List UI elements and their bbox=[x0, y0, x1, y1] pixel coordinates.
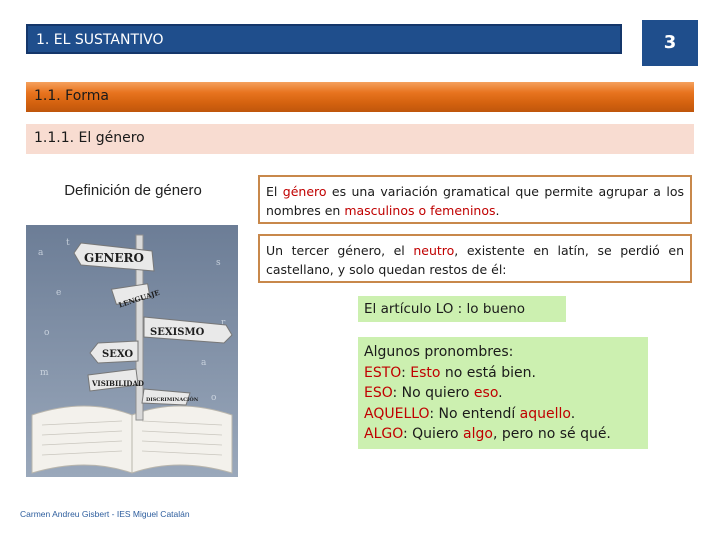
sign-genero: GENERO bbox=[84, 251, 144, 265]
svg-text:a: a bbox=[38, 248, 44, 258]
pronouns-box bbox=[358, 337, 648, 449]
pronoun-text: no está bien. bbox=[440, 364, 536, 381]
def-text-3: . bbox=[495, 203, 500, 218]
svg-text:a: a bbox=[201, 358, 207, 368]
pronoun-text: . bbox=[570, 405, 576, 422]
pronoun-text: . bbox=[498, 385, 503, 401]
pronoun-example: Esto bbox=[410, 364, 441, 381]
svg-text:e: e bbox=[56, 288, 62, 298]
svg-text:o: o bbox=[211, 393, 217, 403]
sign-discriminacion: DISCRIMINACIÓN bbox=[146, 397, 199, 403]
pronoun-example: eso bbox=[473, 385, 499, 401]
section-title-bar bbox=[26, 24, 622, 54]
neuter-term: neutro bbox=[413, 243, 455, 258]
pronoun-text: : No entendí bbox=[429, 405, 520, 422]
pronouns-heading: Algunos pronombres: bbox=[364, 344, 514, 360]
def-term-genero: género bbox=[282, 184, 327, 199]
pronoun-esto: ESTO bbox=[364, 364, 402, 381]
gender-definition-box bbox=[258, 175, 692, 224]
def-term-masc-fem: masculinos o femeninos bbox=[344, 203, 496, 218]
pronoun-text: : bbox=[401, 364, 411, 381]
pronoun-esto-line bbox=[364, 363, 642, 384]
pronoun-algo-line bbox=[364, 424, 642, 445]
pronoun-aquello-line bbox=[364, 404, 642, 425]
signpost-drawing bbox=[26, 225, 238, 477]
pronoun-text: : Quiero bbox=[403, 426, 464, 442]
neuter-text-1: Un tercer género, el bbox=[266, 243, 414, 258]
sign-sexismo: SEXISMO bbox=[150, 327, 205, 338]
pronoun-text: : No quiero bbox=[392, 385, 474, 401]
def-text-1: El bbox=[266, 184, 283, 199]
article-lo-example: El artículo LO : lo bueno bbox=[358, 296, 566, 322]
pronoun-example: algo bbox=[463, 426, 493, 442]
pronoun-eso: ESO bbox=[364, 385, 393, 401]
pronoun-aquello: AQUELLO bbox=[364, 405, 430, 422]
svg-text:r: r bbox=[221, 318, 226, 328]
neuter-text-2: , existente en latín, se perdió en castellano, y solo quedan restos de él: bbox=[266, 243, 684, 277]
svg-text:o: o bbox=[44, 328, 50, 338]
pronoun-eso-line bbox=[364, 383, 642, 404]
gender-signpost-illustration bbox=[26, 225, 238, 477]
svg-text:s: s bbox=[216, 258, 221, 268]
def-text-2: es una variación gramatical que permite agrupar a los nombres en bbox=[266, 184, 684, 218]
definition-label: Definición de género bbox=[64, 182, 202, 199]
subsection-forma-label: 1.1. Forma bbox=[34, 88, 110, 104]
svg-text:m: m bbox=[40, 368, 49, 378]
subsection-genero-label: 1.1.1. El género bbox=[34, 130, 145, 146]
author-footer: Carmen Andreu Gisbert - IES Miguel Catalán bbox=[20, 509, 190, 519]
section-title: 1. EL SUSTANTIVO bbox=[36, 32, 164, 48]
svg-text:t: t bbox=[66, 238, 70, 248]
slide-number: 3 bbox=[642, 20, 698, 66]
subsection-forma-bar bbox=[26, 82, 694, 112]
sign-lenguaje: LENGUAJE bbox=[117, 287, 161, 310]
sign-sexo: SEXO bbox=[102, 349, 134, 360]
pronoun-text: , pero no sé qué. bbox=[492, 426, 611, 442]
pronoun-algo: ALGO bbox=[364, 426, 403, 442]
sign-visibilidad: VISIBILIDAD bbox=[92, 379, 144, 388]
subsection-genero-bar bbox=[26, 124, 694, 154]
pronoun-example: aquello bbox=[519, 405, 571, 422]
neuter-gender-box bbox=[258, 234, 692, 283]
